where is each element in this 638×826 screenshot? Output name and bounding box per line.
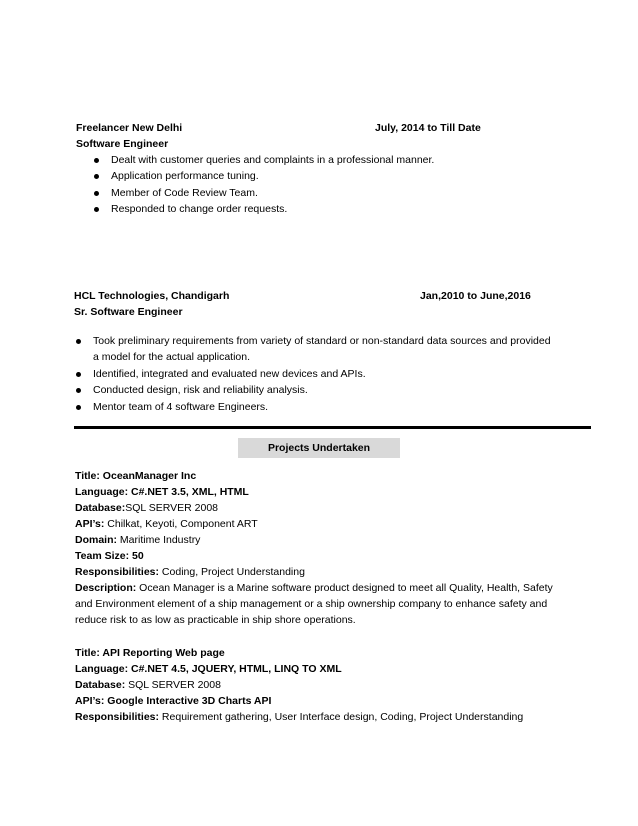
project1-responsibilities: Responsibilities: Coding, Project Understanding <box>75 566 305 578</box>
project2-responsibilities: Responsibilities: Requirement gathering, User Interface design, Coding, Project Understanding <box>75 711 524 723</box>
list-item: Responded to change order requests. <box>92 201 434 217</box>
list-item: Member of Code Review Team. <box>92 185 434 201</box>
job2-company: HCL Technologies, Chandigarh <box>74 290 230 302</box>
project1-team-size: Team Size: 50 <box>75 550 144 562</box>
project1-apis: API’s: Chilkat, Keyoti, Component ART <box>75 518 258 530</box>
list-item: Conducted design, risk and reliability analysis. <box>74 382 551 398</box>
project1-description: Description: Ocean Manager is a Marine software product designed to meet all Quality, Health, Safety <box>75 582 553 594</box>
job1-company: Freelancer New Delhi <box>76 122 183 134</box>
section-divider <box>74 426 591 429</box>
list-item-continuation: a model for the actual application. <box>93 351 251 364</box>
projects-heading: Projects Undertaken <box>238 438 400 458</box>
list-item: Application performance tuning. <box>92 168 434 184</box>
project1-database: Database:SQL SERVER 2008 <box>75 502 219 514</box>
job1-role: Software Engineer <box>76 138 169 150</box>
job1-bullets <box>92 152 434 218</box>
project1-language: Language: C#.NET 3.5, XML, HTML <box>75 486 249 498</box>
project1-description-line2: and Environment element of a ship management or a ship ownership company to enhance safety and <box>75 598 548 610</box>
list-item: Dealt with customer queries and complaints in a professional manner. <box>92 152 434 168</box>
list-item: Identified, integrated and evaluated new devices and APIs. <box>74 366 551 382</box>
project1-title: Title: OceanManager Inc <box>75 470 197 482</box>
project1-description-line3: reduce risk to as low as practicable in ship shore operations. <box>75 614 356 626</box>
project2-title: Title: API Reporting Web page <box>75 647 225 659</box>
list-item: Mentor team of 4 software Engineers. <box>74 399 551 415</box>
project1-domain: Domain: Maritime Industry <box>75 534 201 546</box>
job1-dates: July, 2014 to Till Date <box>375 122 481 134</box>
job2-bullets <box>74 333 551 415</box>
list-item <box>74 349 551 365</box>
job2-role: Sr. Software Engineer <box>74 306 183 318</box>
project2-database: Database: SQL SERVER 2008 <box>75 679 221 691</box>
job2-dates: Jan,2010 to June,2016 <box>420 290 531 302</box>
list-item: Took preliminary requirements from variety of standard or non-standard data sources and provided <box>74 333 551 349</box>
project2-language: Language: C#.NET 4.5, JQUERY, HTML, LINQ TO XML <box>75 663 342 675</box>
project2-apis: API’s: Google Interactive 3D Charts API <box>75 695 272 707</box>
